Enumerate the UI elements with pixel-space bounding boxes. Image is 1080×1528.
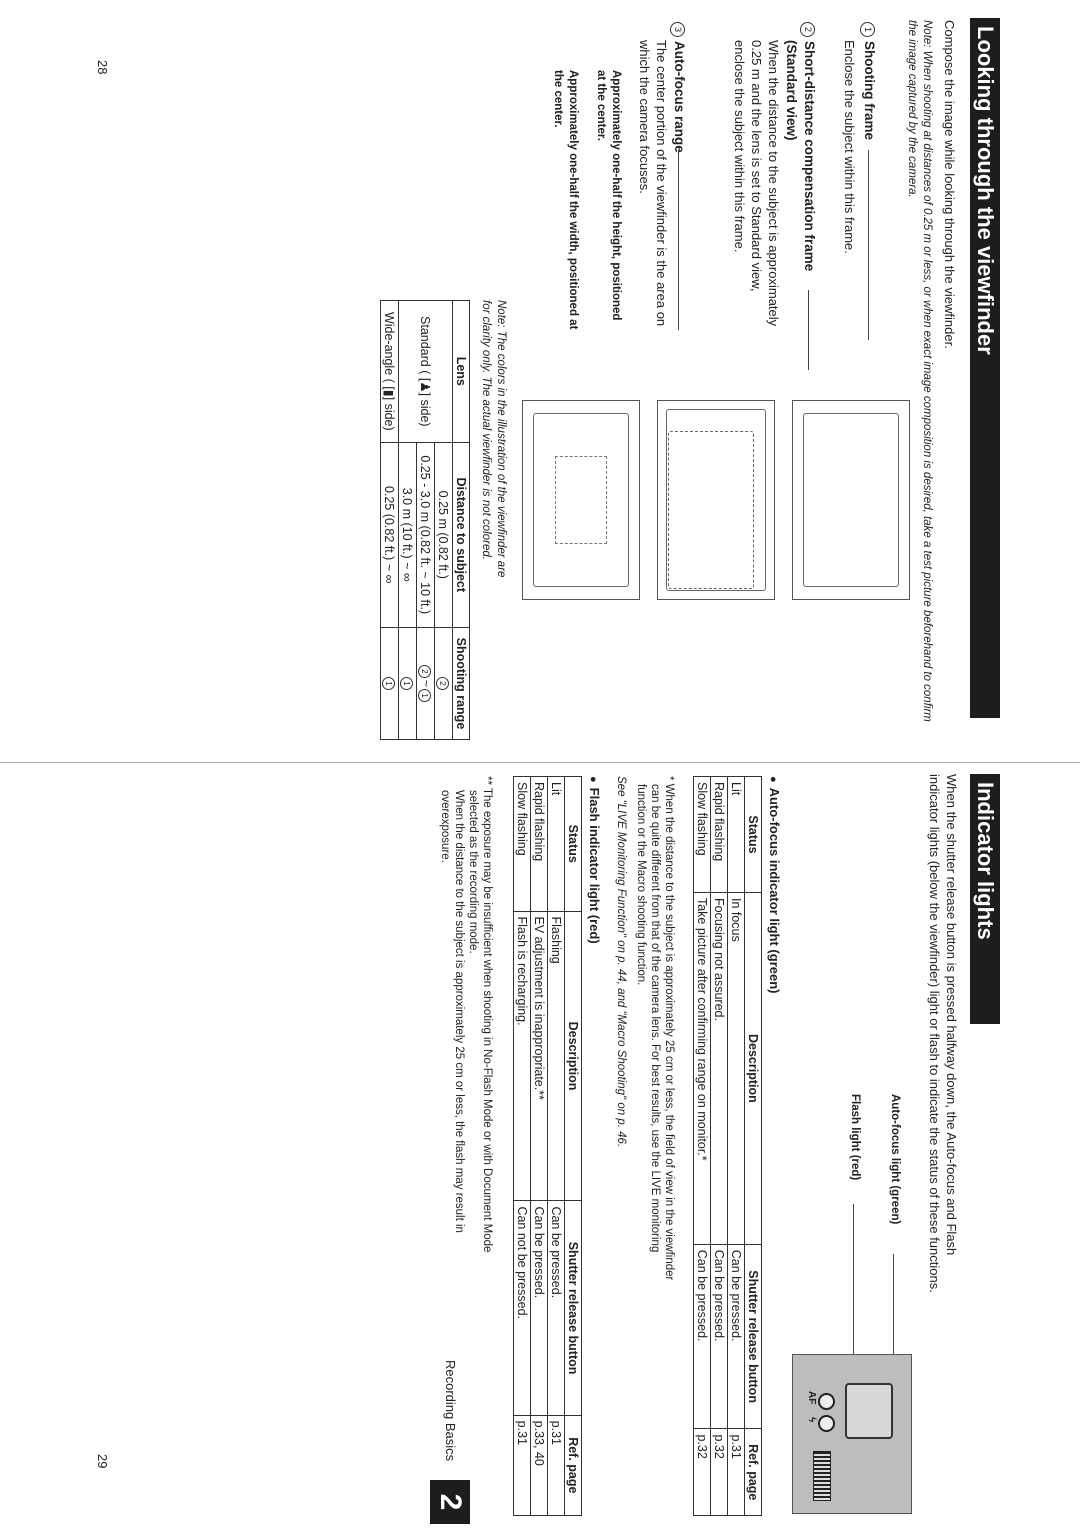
header-status: Status (565, 777, 582, 912)
ref-cell: p.33, 40 (531, 1415, 548, 1515)
compensation-frame-outline (668, 431, 754, 589)
shutter-cell: Can be pressed. (531, 1201, 548, 1415)
ref-cell: p.32 (711, 1429, 728, 1516)
status-cell: Slow flashing (694, 777, 711, 893)
table-row (531, 777, 548, 1516)
af-light-label: Auto-focus light (green) (889, 1094, 901, 1225)
description-cell: EV adjustment is inappropriate.** (531, 911, 548, 1201)
callout-leader (868, 150, 869, 340)
header-shutter: Shutter release button (745, 1244, 762, 1429)
intro-text-1: When the shutter release button is pressed halfway down, the Auto-focus and Flash (944, 774, 959, 1256)
af-footnote-3: function or the Macro shooting function. (635, 784, 647, 986)
table-row (514, 777, 531, 1516)
ref-cell: p.31 (548, 1415, 565, 1515)
shutter-cell: Can be pressed. (548, 1201, 565, 1415)
ref-cell: p.32 (694, 1429, 711, 1516)
description-cell: Take picture after confirming range on monitor.* (694, 892, 711, 1244)
chapter-label: Recording Basics (443, 1360, 458, 1462)
range-cell: 2 (435, 627, 453, 739)
range-cell: 1 (399, 627, 417, 739)
lens-cell: Wide-angle ( [▮] side) (381, 301, 399, 443)
ref-cell: p.31 (728, 1429, 745, 1516)
distance-cell: 0.25 - 3.0 m (0.82 ft. ~ 10 ft.) (417, 442, 435, 627)
header-distance: Distance to subject (453, 442, 470, 627)
table-row (435, 301, 453, 740)
shooting-frame-text: Enclose the subject within this frame. (842, 40, 857, 254)
flash-footnote-2: selected as the recording mode. (467, 790, 479, 954)
distance-cell: 0.25 (0.82 ft.) ~ ∞ (381, 442, 399, 627)
intro-text: Compose the image while looking through the viewfinder. (942, 20, 957, 349)
compensation-frame-heading: 2Short-distance compensation frame (800, 22, 818, 271)
page-title: Looking through the viewfinder (970, 18, 1000, 718)
description-cell: Focusing not assured. (711, 892, 728, 1244)
color-note-2: for clarity only. The actual viewfinder is not colored. (480, 300, 492, 560)
description-cell: Flashing (548, 911, 565, 1201)
af-indicator-table (693, 776, 762, 1516)
status-cell: Slow flashing (514, 777, 531, 912)
color-note-1: Note: The colors in the illustration of the viewfinder are (495, 300, 507, 578)
flash-indicator-table (513, 776, 582, 1516)
shutter-cell: Can not be pressed. (514, 1201, 531, 1415)
shooting-frame-outline (803, 413, 899, 587)
autofocus-height-note-2: at the center. (595, 70, 607, 141)
compensation-text-3: enclose the subject within this frame. (732, 40, 747, 253)
header-shooting-range: Shooting range (453, 627, 470, 739)
chapter-tab: 2 (430, 1480, 470, 1524)
compensation-text-2: 0.25 m and the lens is set to Standard view, (749, 40, 764, 292)
callout-number: 1 (860, 22, 875, 37)
see-also-note: See "LIVE Monitoring Function" on p. 44, and "Macro Shooting" on p. 46. (615, 776, 627, 1148)
flash-light-label: Flash light (red) (849, 1094, 861, 1181)
header-status: Status (745, 777, 762, 893)
intro-text-2: indicator lights (below the viewfinder) light or flash to indicate the status of these functions. (927, 774, 942, 1293)
flash-lamp-label: ϟ (806, 1417, 817, 1423)
header-lens: Lens (453, 301, 470, 443)
description-cell: In focus (728, 892, 745, 1244)
status-cell: Rapid flashing (711, 777, 728, 893)
status-cell: Rapid flashing (531, 777, 548, 912)
page-title: Indicator lights (970, 774, 1000, 1024)
callout-number: 3 (670, 22, 685, 37)
header-ref-page: Ref. page (565, 1415, 582, 1515)
right-page (0, 764, 1080, 1528)
flash-footnote-1: ** The exposure may be insufficient when shooting in No-Flash Mode or with Document Mode (481, 776, 493, 1253)
viewfinder-compensation-frame-illustration (657, 400, 775, 600)
callout-leader (808, 290, 809, 370)
page-number: 28 (95, 60, 110, 75)
table-row (694, 777, 711, 1516)
header-shutter: Shutter release button (565, 1201, 582, 1415)
shutter-cell: Can be pressed. (711, 1244, 728, 1429)
lens-range-table (380, 300, 470, 740)
status-cell: Lit (548, 777, 565, 912)
autofocus-width-note-1: Approximately one-half the width, positioned at (567, 70, 579, 330)
autofocus-height-note-1: Approximately one-half the height, positioned (610, 70, 622, 321)
viewfinder-autofocus-range-illustration (522, 400, 640, 600)
flash-section-heading: ● Flash indicator light (red) (587, 776, 602, 944)
lens-cell: Standard ( [♟] side) (399, 301, 453, 443)
compensation-frame-subheading: (Standard view) (784, 40, 799, 141)
status-cell: Lit (728, 777, 745, 893)
af-indicator-lamp (818, 1393, 835, 1410)
callout-number: 2 (800, 22, 815, 37)
note-text: Note: When shooting at distances of 0.25 m or less, or when exact image composition is desired, take a test picture beforehand to confirm the image captured by the camera. (906, 20, 933, 722)
shutter-cell: Can be pressed. (728, 1244, 745, 1429)
callout-leader (893, 1254, 894, 1354)
flash-footnote-3: When the distance to the subject is approximately 25 cm or less, the flash may result in (453, 790, 465, 1233)
table-row (548, 777, 565, 1516)
flash-indicator-lamp (818, 1415, 835, 1432)
autofocus-text-1: The center portion of the viewfinder is the area on (654, 40, 669, 327)
header-ref-page: Ref. page (745, 1429, 762, 1516)
af-footnote-2: can be quite different from that of the camera lens. For best results, use the LIVE monitoring (649, 784, 661, 1253)
af-footnote-1: * When the distance to the subject is approximately 25 cm or less, the field of view in the viewfinder (663, 776, 675, 1281)
distance-cell: 3.0 m (10 ft.) ~ ∞ (399, 442, 417, 627)
header-description: Description (565, 911, 582, 1201)
ref-cell: p.31 (514, 1415, 531, 1515)
af-lamp-label: AF (806, 1391, 817, 1405)
distance-cell: 0.25 m (0.82 ft.) (435, 442, 453, 627)
speaker-grille (813, 1451, 831, 1501)
shooting-frame-heading: 1Shooting frame (860, 22, 878, 140)
range-cell: 1 (381, 627, 399, 739)
af-section-heading: ● Auto-focus indicator light (green) (767, 776, 782, 993)
range-cell: 2~1 (417, 627, 435, 739)
shutter-cell: Can be pressed. (694, 1244, 711, 1429)
autofocus-text-2: which the camera focuses. (637, 40, 652, 194)
compensation-text-1: When the distance to the subject is approximately (766, 40, 781, 327)
table-row (711, 777, 728, 1516)
callout-leader (678, 150, 679, 330)
flash-footnote-4: overexposure. (439, 790, 451, 863)
callout-leader (853, 1204, 854, 1354)
page-number: 29 (95, 1454, 110, 1469)
table-row (728, 777, 745, 1516)
page-gutter (0, 762, 1080, 763)
autofocus-width-note-2: the center. (552, 70, 564, 128)
description-cell: Flash is recharging. (514, 911, 531, 1201)
header-description: Description (745, 892, 762, 1244)
camera-back-illustration (792, 1354, 912, 1514)
viewfinder-window (845, 1383, 893, 1439)
autofocus-area-outline (555, 456, 607, 544)
viewfinder-shooting-frame-illustration (792, 400, 910, 600)
autofocus-range-heading: 3Auto-focus range (670, 22, 688, 153)
table-row (381, 301, 399, 740)
